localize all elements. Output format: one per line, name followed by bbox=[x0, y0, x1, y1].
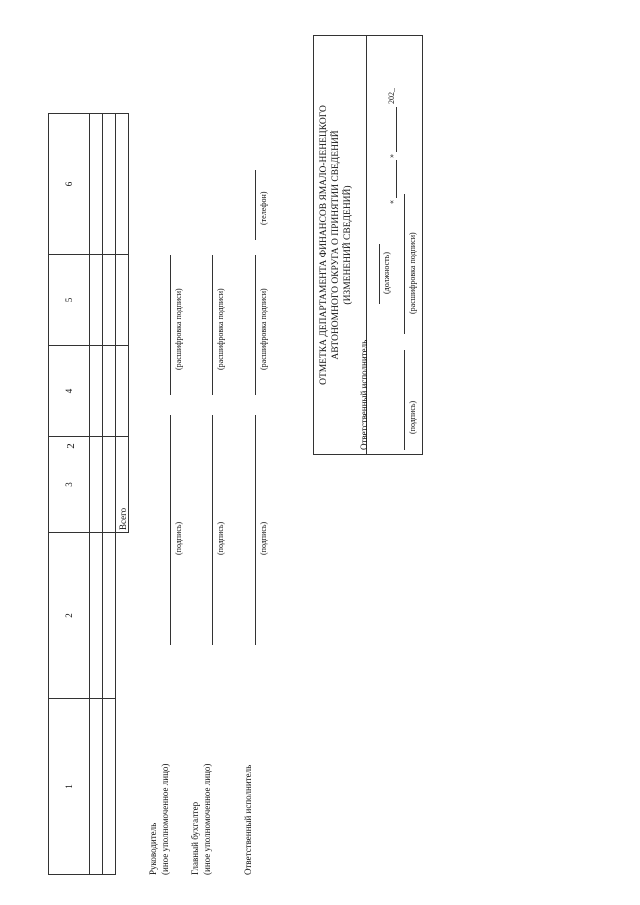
table-row bbox=[103, 114, 116, 875]
department-title bbox=[318, 40, 354, 450]
header-col-5: 5 bbox=[49, 255, 90, 346]
department-title-line: (ИЗМЕНЕНИЙ СВЕДЕНИЙ) bbox=[343, 185, 353, 305]
table-header-row bbox=[49, 114, 90, 875]
table-cell bbox=[90, 346, 103, 437]
rotated-form bbox=[48, 35, 628, 875]
dept-decode-line bbox=[404, 194, 405, 334]
table-cell bbox=[90, 255, 103, 346]
executor-label: Ответственный исполнитель bbox=[359, 339, 369, 450]
position-caption: (должность) bbox=[382, 252, 391, 294]
signature-line bbox=[255, 415, 256, 645]
table-cell bbox=[116, 114, 129, 255]
table-cell bbox=[90, 533, 103, 699]
table-cell bbox=[103, 533, 116, 699]
table-cell-empty bbox=[116, 533, 129, 699]
phone-caption: (телефон) bbox=[259, 191, 268, 225]
department-title-line: АВТОНОМНОГО ОКРУГА О ПРИНЯТИИ СВЕДЕНИЙ bbox=[331, 130, 341, 360]
page-number: 2 bbox=[64, 443, 77, 449]
department-title-line: ОТМЕТКА ДЕПАРТАМЕНТА ФИНАНСОВ ЯМАЛО-НЕНЕЦКОГО bbox=[319, 105, 329, 385]
dept-decode-caption: (расшифровка подписи) bbox=[408, 232, 417, 314]
table-cell bbox=[116, 346, 129, 437]
date-year: 202_ bbox=[387, 88, 396, 104]
table-cell bbox=[103, 255, 116, 346]
table-total-row bbox=[116, 114, 129, 875]
decode-caption: (расшифровка подписи) bbox=[174, 288, 183, 370]
decode-caption: (расшифровка подписи) bbox=[216, 288, 225, 370]
table-cell bbox=[90, 699, 103, 875]
header-col-3: 3 bbox=[49, 437, 90, 533]
header-col-1: 1 bbox=[49, 699, 90, 875]
role-title: Главный бухгалтер bbox=[190, 801, 200, 875]
date-day-line bbox=[396, 160, 397, 198]
data-table bbox=[48, 113, 129, 875]
signature-caption: (подпись) bbox=[259, 521, 268, 555]
decode-line bbox=[255, 255, 256, 395]
role-subtitle: (иное уполномоченное лицо) bbox=[202, 763, 212, 875]
table-cell bbox=[116, 255, 129, 346]
signature-line bbox=[170, 415, 171, 645]
date-close-quote: » bbox=[387, 154, 396, 158]
table-cell bbox=[103, 699, 116, 875]
decode-caption: (расшифровка подписи) bbox=[259, 288, 268, 370]
total-label: Всего bbox=[118, 507, 128, 530]
phone-line bbox=[255, 170, 256, 240]
table-row bbox=[90, 114, 103, 875]
role-title: Ответственный исполнитель bbox=[243, 764, 253, 875]
date-month-line bbox=[396, 107, 397, 152]
table-cell bbox=[90, 437, 103, 533]
dept-signature-caption: (подпись) bbox=[408, 400, 417, 434]
table-cell bbox=[90, 114, 103, 255]
department-approval-box bbox=[313, 35, 423, 455]
header-col-2: 2 bbox=[49, 533, 90, 699]
date-open-quote: « bbox=[387, 200, 396, 204]
header-col-6: 6 bbox=[49, 114, 90, 255]
role-subtitle: (иное уполномоченное лицо) bbox=[160, 763, 170, 875]
table-cell bbox=[103, 437, 116, 533]
dept-signature-line bbox=[404, 350, 405, 450]
table-cell-empty bbox=[116, 699, 129, 875]
signature-caption: (подпись) bbox=[216, 521, 225, 555]
position-line bbox=[379, 244, 380, 304]
data-table-wrapper bbox=[48, 113, 129, 875]
role-title: Руководитель bbox=[148, 822, 158, 875]
table-cell bbox=[103, 114, 116, 255]
decode-line bbox=[212, 255, 213, 395]
header-col-4: 4 bbox=[49, 346, 90, 437]
table-cell bbox=[103, 346, 116, 437]
signature-line bbox=[212, 415, 213, 645]
signature-caption: (подпись) bbox=[174, 521, 183, 555]
decode-line bbox=[170, 255, 171, 395]
